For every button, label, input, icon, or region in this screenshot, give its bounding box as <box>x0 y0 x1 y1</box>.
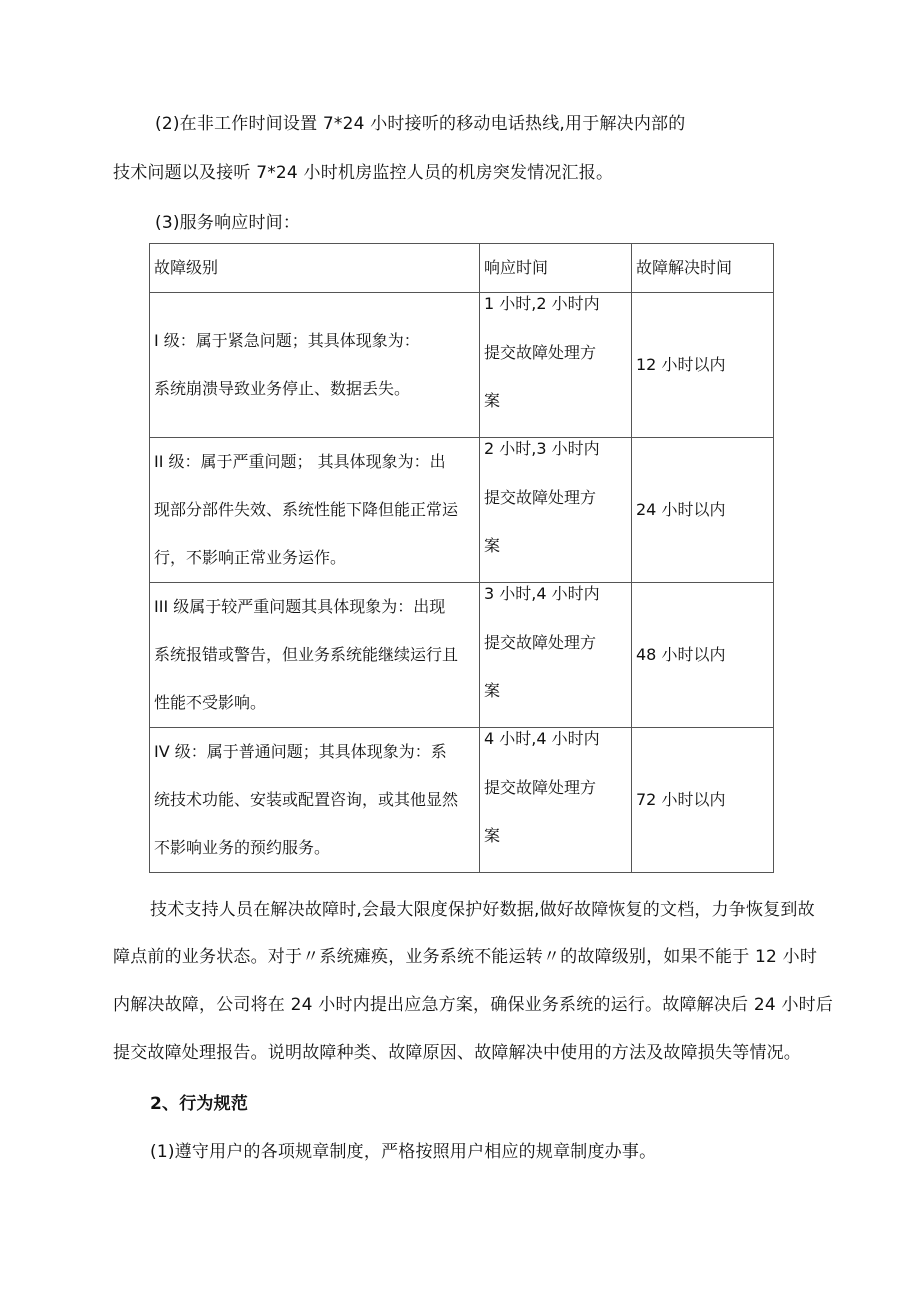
fault-desc-line: 系统报错或警告，但业务系统能继续运行且 <box>154 645 459 664</box>
support-paragraph-line-3: 内解决故障，公司将在 24 小时内提出应急方案，确保业务系统的运行。故障解决后 24 小时后 <box>113 995 834 1015</box>
fault-level-desc-cell <box>150 583 480 728</box>
fault-desc-line: 不影响业务的预约服务。 <box>154 838 331 857</box>
section-heading: 2、行为规范 <box>150 1094 249 1114</box>
fault-level-desc-cell <box>150 293 480 438</box>
response-line: 案 <box>484 536 501 555</box>
fault-desc-line: 性能不受影响。 <box>154 693 267 712</box>
response-time-cell <box>480 728 632 873</box>
fault-desc-line: 行，不影响正常业务运作。 <box>154 548 347 567</box>
resolve-time-cell: 24 小时以内 <box>632 438 774 583</box>
fault-desc-line: II 级：属于严重问题； 其具体现象为：出 <box>154 452 446 471</box>
fault-desc-line: IV 级：属于普通问题；其具体现象为：系 <box>154 742 447 761</box>
header-resolve-time: 故障解决时间 <box>632 244 774 293</box>
fault-desc-line: I 级：属于紧急问题；其具体现象为： <box>154 331 420 350</box>
support-paragraph-line-1: 技术支持人员在解决故障时,会最大限度保护好数据,做好故障恢复的文档，力争恢复到故 <box>150 900 815 920</box>
response-time-table <box>149 243 774 873</box>
response-line: 2 小时,3 小时内 <box>484 439 600 458</box>
fault-level-desc-cell <box>150 438 480 583</box>
table-header-row <box>150 244 774 293</box>
response-time-cell <box>480 438 632 583</box>
response-line: 1 小时,2 小时内 <box>484 294 600 313</box>
support-paragraph-line-4: 提交故障处理报告。说明故障种类、故障原因、故障解决中使用的方法及故障损失等情况。 <box>113 1043 801 1063</box>
response-time-title: (3)服务响应时间： <box>155 213 301 233</box>
resolve-time-cell: 12 小时以内 <box>632 293 774 438</box>
response-line: 案 <box>484 391 501 410</box>
fault-desc-line: III 级属于较严重问题其具体现象为：出现 <box>154 597 446 616</box>
response-line: 3 小时,4 小时内 <box>484 584 600 603</box>
header-fault-level: 故障级别 <box>150 244 480 293</box>
response-line: 提交故障处理方 <box>484 343 597 362</box>
response-line: 案 <box>484 681 501 700</box>
table-row <box>150 293 774 438</box>
table-row <box>150 438 774 583</box>
resolve-time-cell: 72 小时以内 <box>632 728 774 873</box>
fault-level-desc-cell <box>150 728 480 873</box>
table-row <box>150 583 774 728</box>
response-line: 案 <box>484 826 501 845</box>
response-line: 提交故障处理方 <box>484 488 597 507</box>
resolve-time-cell: 48 小时以内 <box>632 583 774 728</box>
rule-paragraph-line-1: (1)遵守用户的各项规章制度，严格按照用户相应的规章制度办事。 <box>150 1142 657 1162</box>
fault-desc-line: 统技术功能、安装或配置咨询，或其他显然 <box>154 790 459 809</box>
response-line: 4 小时,4 小时内 <box>484 729 600 748</box>
header-response-time: 响应时间 <box>480 244 632 293</box>
support-paragraph-line-2: 障点前的业务状态。对于〃系统瘫痪，业务系统不能运转〃的故障级别，如果不能于 12 小时 <box>113 947 818 967</box>
hotline-paragraph-line-1: (2)在非工作时间设置 7*24 小时接听的移动电话热线,用于解决内部的 <box>155 114 686 134</box>
response-time-cell <box>480 293 632 438</box>
response-line: 提交故障处理方 <box>484 633 597 652</box>
table-row <box>150 728 774 873</box>
fault-desc-line: 现部分部件失效、系统性能下降但能正常运 <box>154 500 459 519</box>
response-line: 提交故障处理方 <box>484 778 597 797</box>
response-time-cell <box>480 583 632 728</box>
fault-desc-line: 系统崩溃导致业务停止、数据丢失。 <box>154 379 411 398</box>
hotline-paragraph-line-2: 技术问题以及接听 7*24 小时机房监控人员的机房突发情况汇报。 <box>113 163 614 183</box>
